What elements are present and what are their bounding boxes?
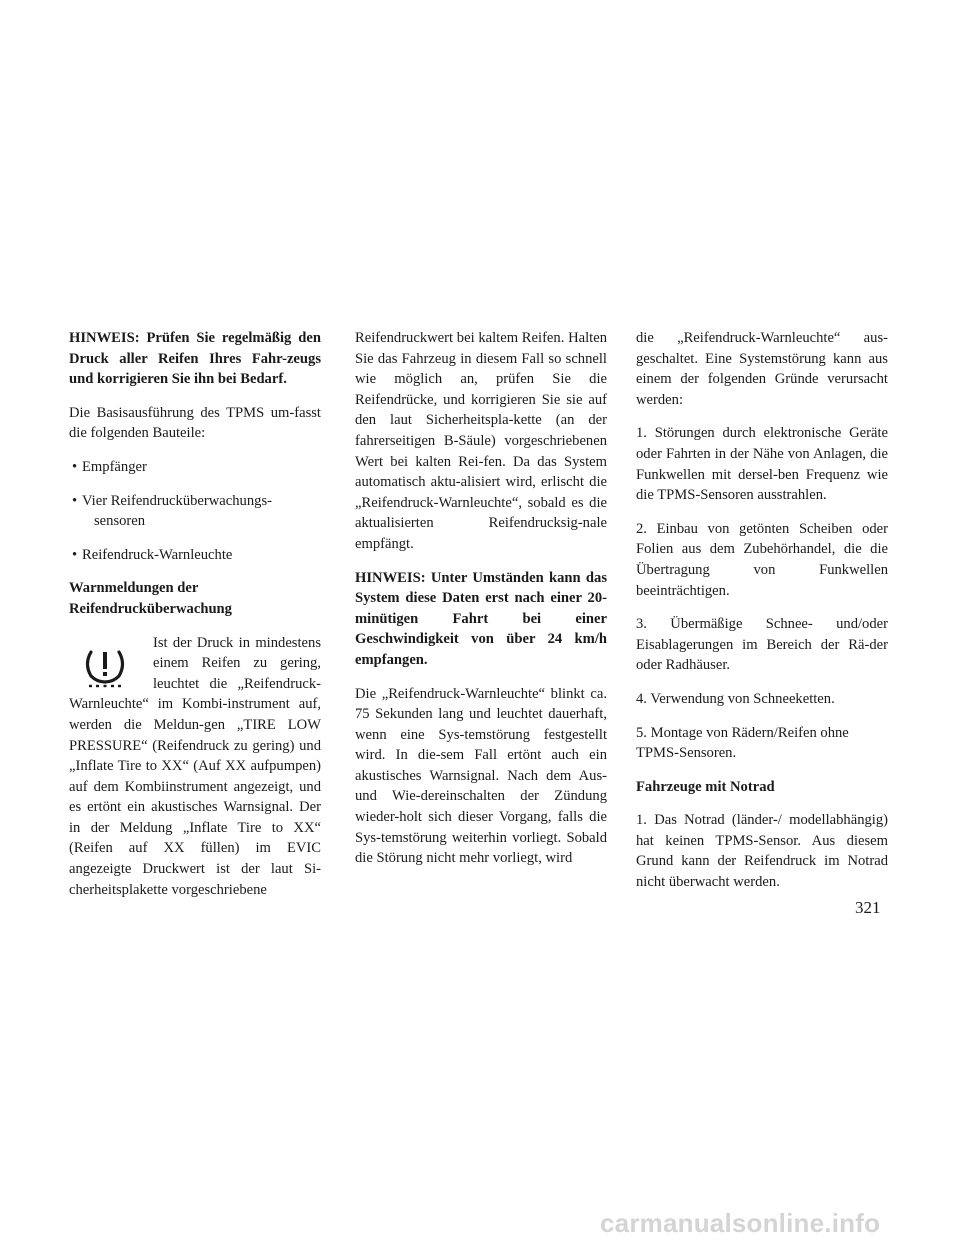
list-item: • Reifendruck-Warnleuchte (72, 546, 233, 563)
paragraph: Die „Reifendruck-Warnleuchte“ blinkt ca. 75 Sekunden lang und leuchtet dauerhaft, wenn eine Sys-temstörung festgestellt wird. In die-sem Fall ertönt auch ein akustisches Warnsignal. Nach dem Aus- und Wie-dereinschalten der Zündung wieder-holt sich dieser Vorgang, falls die Sys-temstörung weiterhin vorliegt. Sobald die Störung nicht mehr vorliegt, wird (355, 685, 607, 867)
list-item: • Vier Reifendrucküberwachungs- sensoren (72, 492, 272, 530)
note-data-delay: HINWEIS: Unter Umständen kann das System diese Daten erst nach einer 20-minütigen Fahrt bei einer Geschwindigkeit von über 24 km/h empfangen. (355, 569, 607, 668)
watermark: carmanualsonline.info (600, 1208, 881, 1238)
warning-text: Ist der Druck in mindestens einem Reifen zu gering, leuchtet die „Reifendruck-Warnleuchte“ im Kombi-instrument auf, werden die Meldun-gen „TIRE LOW PRESSURE“ (Reifendruck zu gering) und „Inflate Tire to XX“ (Auf XX aufpumpen) auf dem Kombiinstrument angezeigt, und es ertönt ein akustisches Warnsignal. Der in der Meldung „Inflate Tire to XX“ (Reifen auf XX füllen) im EVIC angezeigte Druckwert ist der laut Si-cherheitsplakette vorgeschriebene (69, 634, 321, 898)
middle-column (355, 328, 607, 882)
list-item: 5. Montage von Rädern/Reifen ohne TPMS-Sensoren. (636, 724, 849, 762)
intro-text: Die Basisausführung des TPMS um-fasst die folgenden Bauteile: (69, 404, 321, 442)
page-number: 321 (855, 898, 881, 917)
list-item: • Empfänger (72, 458, 147, 475)
paragraph: Reifendruckwert bei kaltem Reifen. Halten Sie das Fahrzeug in diesem Fall so schnell wie möglich an, prüfen Sie die Reifendrücke, und korrigieren Sie sie auf den laut Sicherheitspla-kette (an der fahrerseitigen B-Säule) vorgeschriebenen Wert bei kalten Rei-fen. Da das System automatisch aktu-alisiert wird, erlischt die „Reifendruck-Warnleuchte“, sobald es die aktualisierten Reifendrucksig-nale empfängt. (355, 330, 607, 552)
note-check-pressure: HINWEIS: Prüfen Sie regelmäßig den Druck aller Reifen Ihres Fahr-zeugs und korrigieren Sie ihn bei Bedarf. (69, 330, 321, 388)
list-item: 3. Übermäßige Schnee- und/oder Eisablagerungen im Bereich der Rä-der oder Radhäuser. (636, 616, 888, 674)
section-heading-warnings: Warnmeldungen der Reifendrucküberwachung (69, 580, 232, 617)
section-heading-spare: Fahrzeuge mit Notrad (636, 778, 775, 795)
tire-pressure-warning-icon (81, 642, 129, 690)
warning-block (69, 633, 321, 901)
right-column (636, 328, 888, 906)
list-item: 2. Einbau von getönten Scheiben oder Folien aus dem Zubehörhandel, die die Übertragung von Funkwellen beeinträchtigen. (636, 520, 888, 599)
left-column (69, 328, 321, 913)
paragraph: 1. Das Notrad (länder-/ modellabhängig) hat keinen TPMS-Sensor. Aus diesem Grund kann der Reifendruck im Notrad nicht überwacht werden. (636, 812, 888, 891)
paragraph: die „Reifendruck-Warnleuchte“ aus-geschaltet. Eine Systemstörung kann aus einem der folgenden Gründe verursacht werden: (636, 330, 888, 408)
list-item: 1. Störungen durch elektronische Geräte oder Fahrten in der Nähe von Anlagen, die Funkwellen mit dersel-ben Frequenz wie die TPMS-Sensoren ausstrahlen. (636, 425, 888, 504)
list-item: 4. Verwendung von Schneeketten. (636, 690, 835, 707)
